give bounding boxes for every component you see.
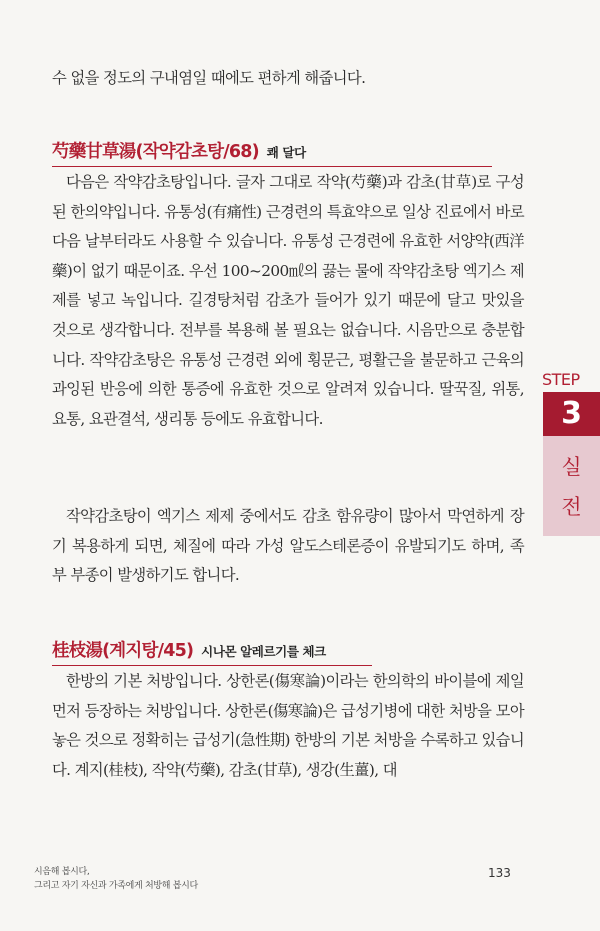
footer-line: 시음해 봅시다,: [34, 867, 90, 877]
section1-paragraph-1: 다음은 작약감초탕입니다. 글자 그대로 작약(芍藥)과 감초(甘草)로 구성된 한의약입니다. 유통성(有痛性) 근경련의 특효약으로 일상 진료에서 바로 다음 날부터라도 사용할 수 있습니다. 유통성 근경련에 유효한 서양약(西洋藥)이 없기 때문이죠. 우선 100~200㎖의 끓는 물에 작약감초탕 엑기스 제제를 넣고 녹입니다. 길경탕처럼 감초가 들어가 있기 때문에 달고 맛있을 것으로 생각합니다. 전부를 복용해 볼 필요는 없습니다. 시음만으로 충분합니다. 작약감초탕은 유통성 근경련 외에 횡문근, 평활근을 불문하고 근육의 과잉된 반응에 의한 통증에 유효한 것으로 알려져 있습니다. 딸꾹질, 위통, 요통, 요관결석, 생리통 등에도 유효합니다.: [52, 173, 524, 428]
page-number: 133: [488, 866, 511, 880]
step-title-char: 실: [561, 455, 582, 479]
section-subtitle: 쾌 달다: [266, 145, 306, 160]
section-title: 桂枝湯(계지탕/45): [52, 641, 194, 661]
section2-paragraph-1: 한방의 기본 처방입니다. 상한론(傷寒論)이라는 한의학의 바이블에 제일 먼저 등장하는 처방입니다. 상한론(傷寒論)은 급성기병에 대한 처방을 모아놓은 것으로 정확히는 급성기(急性期) 한방의 기본 처방을 수록하고 있습니다. 계지(桂枝), 작약(芍藥), 감초(甘草), 생강(生薑), 대: [52, 672, 524, 779]
footer-line: 그리고 자기 자신과 가족에게 처방해 봅시다: [34, 881, 198, 891]
running-footer: [34, 865, 198, 893]
top-paragraph: 수 없을 정도의 구내염일 때에도 편하게 해줍니다.: [52, 69, 366, 87]
section-title: 芍藥甘草湯(작약감초탕/68): [52, 142, 259, 162]
step-title-char: 전: [561, 495, 582, 519]
section-subtitle: 시나몬 알레르기를 체크: [201, 644, 326, 659]
section1-paragraph-2: 작약감초탕이 엑기스 제제 중에서도 감초 함유량이 많아서 막연하게 장기 복용하게 되면, 체질에 따라 가성 알도스테론증이 유발되기도 하며, 족부 부종이 발생하기도 합니다.: [52, 507, 524, 585]
section-heading-jakyakgamcho: [52, 138, 492, 167]
step-number: 3: [543, 392, 600, 436]
section-heading-gyeji: [52, 637, 372, 666]
step-label: STEP: [542, 370, 580, 389]
step-title-tab: [543, 436, 600, 536]
